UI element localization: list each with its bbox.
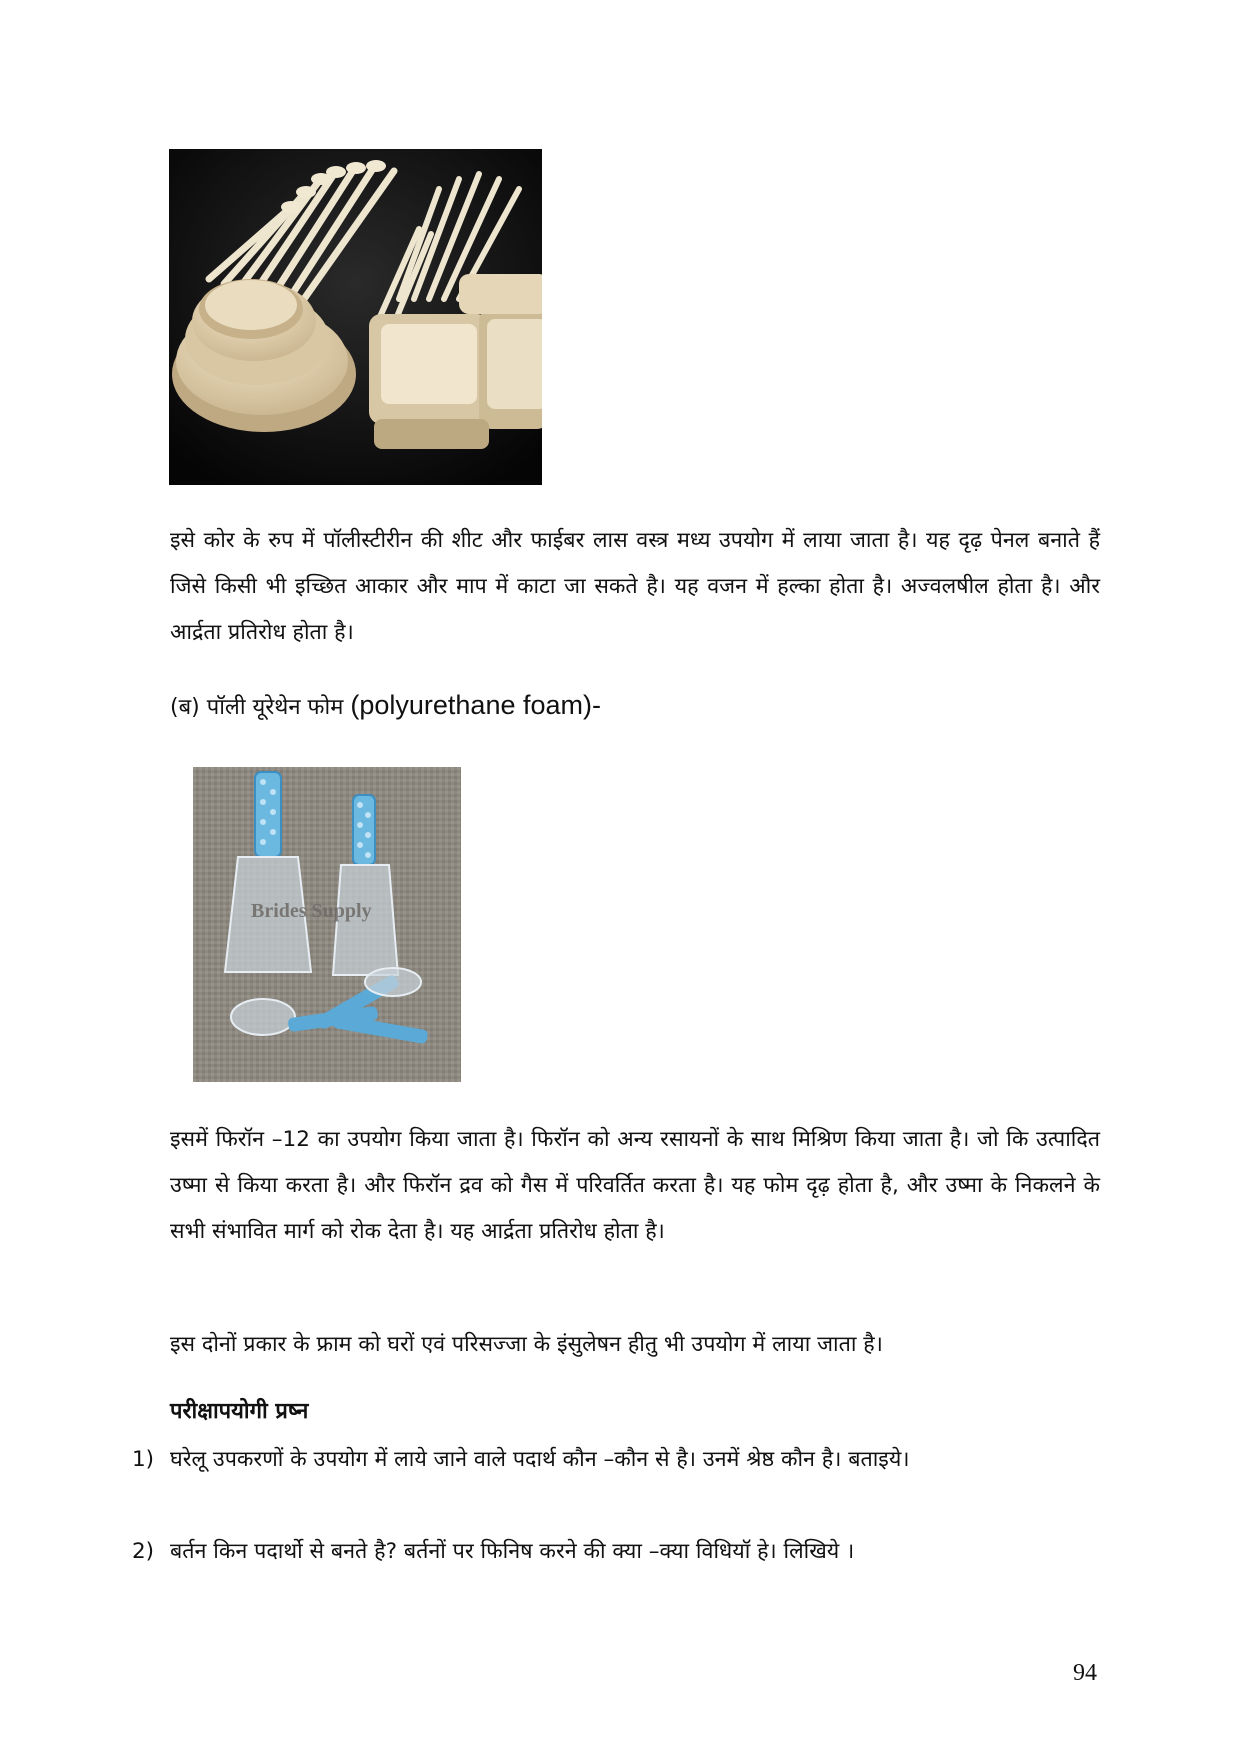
- disposable-tableware-photo: [169, 149, 542, 485]
- question-item: [132, 1529, 1102, 1575]
- watermark-text: Brides Supply: [251, 900, 372, 922]
- exam-questions-title: परीक्षापयोगी प्रष्न: [170, 1399, 309, 1424]
- section-heading-polyurethane: [170, 690, 601, 721]
- scoops-illustration: [193, 767, 461, 1082]
- paragraph-insulation: इस दोनों प्रकार के फ्राम को घरों एवं परिसज्जा के इंसुलेषन हीतु भी उपयोग में लाया जाता है।: [170, 1332, 883, 1357]
- heading-hindi: (ब) पॉली यूरेथेन फोम: [170, 695, 344, 720]
- page-number: 94: [1073, 1660, 1097, 1686]
- heading-english: (polyurethane foam)-: [350, 690, 601, 720]
- tableware-illustration: [169, 149, 542, 485]
- question-item: [132, 1437, 1102, 1529]
- question-number: 2): [132, 1539, 155, 1564]
- question-text: घरेलू उपकरणों के उपयोग में लाये जाने वाले पदार्थ कौन –कौन से है। उनमें श्रेष्ठ कौन है। बताइये।: [170, 1447, 910, 1472]
- question-text: बर्तन किन पदार्थो से बनते है? बर्तनों पर फिनिष करने की क्या –क्या विधियॉ हे। लिखिये ।: [170, 1539, 855, 1564]
- paragraph-freon: इसमें फिरॉन –12 का उपयोग किया जाता है। फिरॉन को अन्य रसायनों के साथ मिश्रिण किया जाता है। जो कि उत्पादित उष्मा से किया करता है। और फिरॉन द्रव को गैस में परिवर्तित करता है। यह फोम दृढ़ होता है, और उष्मा के निकलने के सभी संभावित मार्ग को रोक देता है। यह आर्द्रता प्रतिरोध होता है।: [170, 1127, 1100, 1244]
- acrylic-scoops-photo: [193, 767, 461, 1082]
- question-number: 1): [132, 1447, 155, 1472]
- paragraph-polystyrene: इसे कोर के रुप में पॉलीस्टीरीन की शीट और फाईबर लास वस्त्र मध्य उपयोग में लाया जाता है। यह दृढ़ पेनल बनाते हैं जिसे किसी भी इच्छित आकार और माप में काटा जा सकते है। यह वजन में हल्का होता है। अज्वलषील होता है। और आर्द्रता प्रतिरोध होता है।: [170, 528, 1100, 645]
